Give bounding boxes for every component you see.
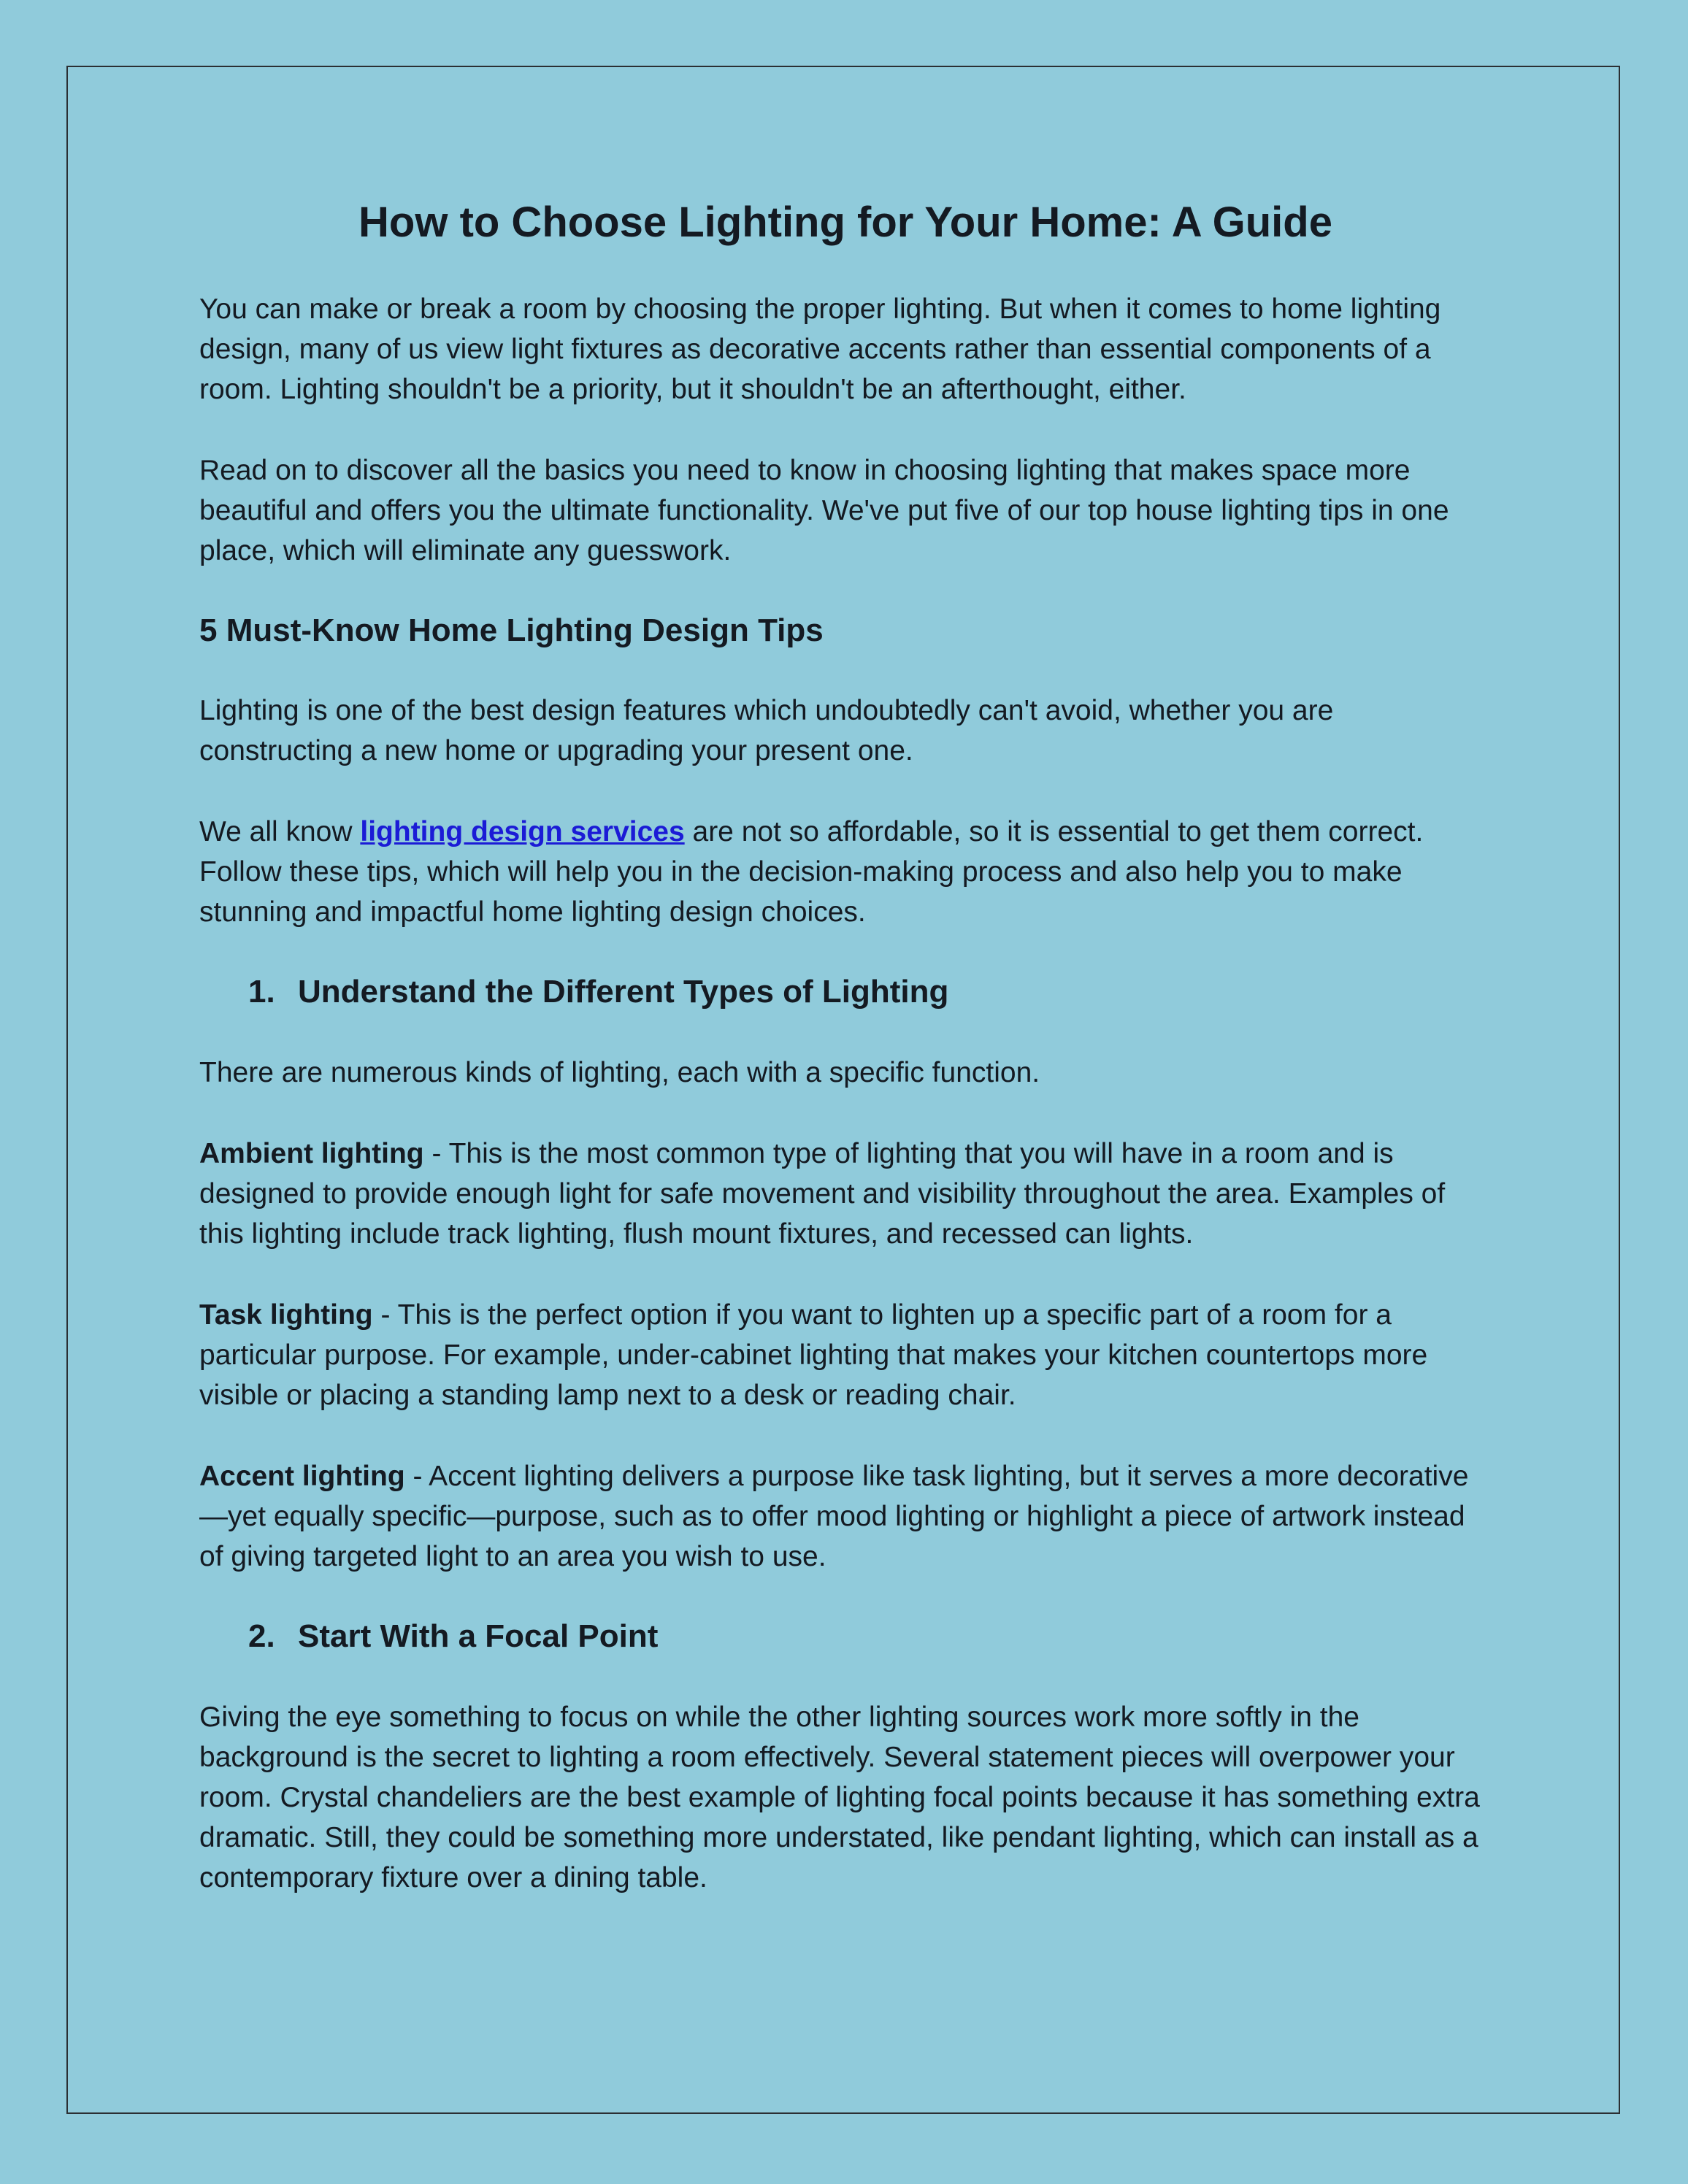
accent-lighting-term: Accent lighting [199, 1461, 405, 1493]
ambient-lighting-paragraph [199, 1134, 1492, 1254]
task-lighting-term: Task lighting [199, 1299, 373, 1331]
ambient-lighting-text: - This is the most common type of lighting that you will have in a room and is designed to provide enough light for safe movement and visibility throughout the area. Examples of this lighting include track lighting, flush mount fixtures, and recessed can lights. [199, 1138, 1446, 1250]
task-lighting-text: - This is the perfect option if you want to lighten up a specific part of a room for a particular purpose. For example, under-cabinet lighting that makes your kitchen countertops more visible or placing a standing lamp next to a desk or reading chair. [199, 1299, 1428, 1412]
tip-1-title: Understand the Different Types of Lighting [298, 974, 949, 1010]
section-paragraph-1: Lighting is one of the best design features which undoubtedly can't avoid, whether you are constructing a new home or upgrading your present one. [199, 695, 1334, 767]
task-lighting-paragraph [199, 1295, 1492, 1415]
section-paragraph-2-after: are not so affordable, so it is essential to get them correct. Follow these tips, which will help you in the decision-making process and also help you to make stunning and impactful home lighting design choices. [199, 816, 1424, 928]
page-title: How to Choose Lighting for Your Home: A Guide [358, 199, 1332, 246]
tip-2-heading [199, 1618, 1492, 1656]
article [199, 197, 1492, 1939]
tip-2-paragraph: Giving the eye something to focus on while the other lighting sources work more softly in the background is the secret to lighting a room effectively. Several statement pieces will overpower your room. Crystal chandeliers are the best example of lighting focal points because it has something extra dramatic. Still, they could be something more understated, like pendant lighting, which can install as a contemporary fixture over a dining table. [199, 1701, 1480, 1893]
tip-1-intro: There are numerous kinds of lighting, each with a specific function. [199, 1057, 1040, 1089]
tip-1-number: 1. [248, 974, 275, 1010]
lighting-design-services-link[interactable]: lighting design services [360, 816, 685, 848]
ambient-lighting-term: Ambient lighting [199, 1138, 424, 1170]
intro-paragraph-1: You can make or break a room by choosing the proper lighting. But when it comes to home lighting design, many of us view light fixtures as decorative accents rather than essential components of a room. Lighting shouldn't be a priority, but it shouldn't be an afterthought, either. [199, 293, 1441, 405]
intro-paragraph-2: Read on to discover all the basics you need to know in choosing lighting that makes space more beautiful and offers you the ultimate functionality. We've put five of our top house lighting tips in one place, which will eliminate any guesswork. [199, 454, 1449, 566]
tip-2-number: 2. [248, 1618, 275, 1655]
accent-lighting-text: - Accent lighting delivers a purpose like task lighting, but it serves a more decorative—yet equally specific—purpose, such as to offer mood lighting or highlight a piece of artwork instead of giving targeted light to an area you wish to use. [199, 1461, 1469, 1573]
tip-1-heading [199, 973, 1492, 1012]
tip-2-title: Start With a Focal Point [298, 1618, 659, 1655]
section-paragraph-2-before: We all know [199, 816, 361, 848]
accent-lighting-paragraph [199, 1456, 1492, 1577]
section-heading: 5 Must-Know Home Lighting Design Tips [199, 612, 824, 648]
section-paragraph-2 [199, 812, 1492, 932]
